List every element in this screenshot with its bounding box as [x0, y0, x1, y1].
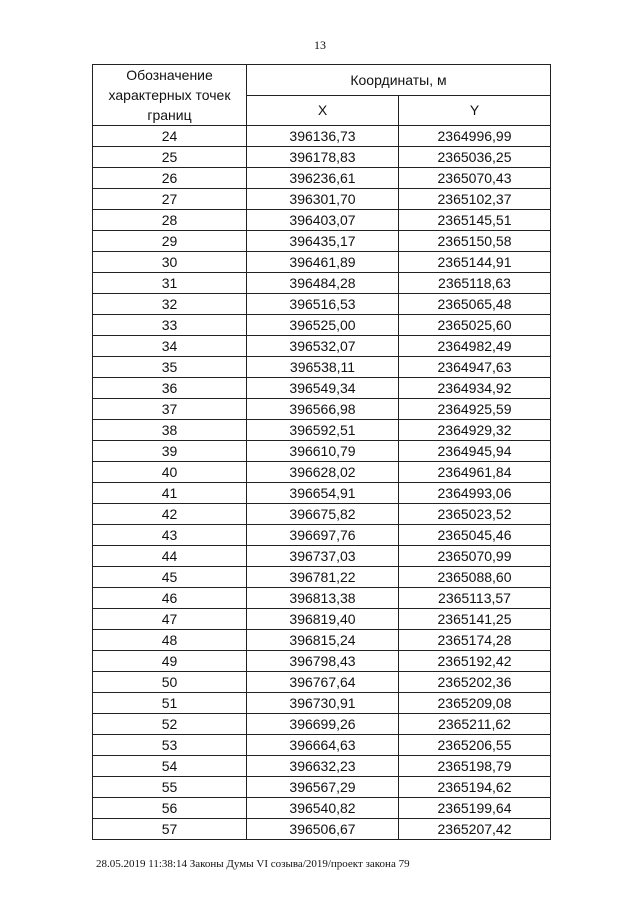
x-coordinate-cell: 396540,82	[247, 798, 399, 819]
y-coordinate-cell: 2365065,48	[399, 294, 551, 315]
footer-stamp: 28.05.2019 11:38:14 Законы Думы VI созыва/2019/проект закона 79	[96, 858, 410, 870]
point-number-cell: 43	[93, 525, 247, 546]
x-coordinate-cell: 396566,98	[247, 399, 399, 420]
y-coordinate-cell: 2365023,52	[399, 504, 551, 525]
point-number-cell: 57	[93, 819, 247, 840]
x-coordinate-cell: 396767,64	[247, 672, 399, 693]
table-body	[93, 126, 551, 840]
x-coordinate-cell: 396697,76	[247, 525, 399, 546]
table-row	[93, 252, 551, 273]
header-y: Y	[399, 95, 551, 126]
x-coordinate-cell: 396435,17	[247, 231, 399, 252]
point-number-cell: 30	[93, 252, 247, 273]
table-row	[93, 588, 551, 609]
x-coordinate-cell: 396798,43	[247, 651, 399, 672]
x-coordinate-cell: 396236,61	[247, 168, 399, 189]
y-coordinate-cell: 2365206,55	[399, 735, 551, 756]
x-coordinate-cell: 396664,63	[247, 735, 399, 756]
page-number: 13	[314, 38, 326, 52]
x-coordinate-cell: 396484,28	[247, 273, 399, 294]
table-row	[93, 735, 551, 756]
x-coordinate-cell: 396737,03	[247, 546, 399, 567]
y-coordinate-cell: 2365141,25	[399, 609, 551, 630]
point-number-cell: 39	[93, 441, 247, 462]
x-coordinate-cell: 396781,22	[247, 567, 399, 588]
table-row	[93, 567, 551, 588]
point-number-cell: 28	[93, 210, 247, 231]
x-coordinate-cell: 396628,02	[247, 462, 399, 483]
y-coordinate-cell: 2365118,63	[399, 273, 551, 294]
point-number-cell: 48	[93, 630, 247, 651]
x-coordinate-cell: 396654,91	[247, 483, 399, 504]
point-number-cell: 54	[93, 756, 247, 777]
point-number-cell: 55	[93, 777, 247, 798]
point-number-cell: 53	[93, 735, 247, 756]
y-coordinate-cell: 2365209,08	[399, 693, 551, 714]
y-coordinate-cell: 2365150,58	[399, 231, 551, 252]
header-x: X	[247, 95, 399, 126]
y-coordinate-cell: 2365211,62	[399, 714, 551, 735]
point-number-cell: 42	[93, 504, 247, 525]
point-number-cell: 24	[93, 126, 247, 147]
table-row	[93, 525, 551, 546]
table-row	[93, 630, 551, 651]
table-row	[93, 420, 551, 441]
point-number-cell: 36	[93, 378, 247, 399]
point-number-cell: 46	[93, 588, 247, 609]
point-number-cell: 35	[93, 357, 247, 378]
point-number-cell: 50	[93, 672, 247, 693]
y-coordinate-cell: 2365113,57	[399, 588, 551, 609]
table-row	[93, 399, 551, 420]
y-coordinate-cell: 2364993,06	[399, 483, 551, 504]
table-row	[93, 294, 551, 315]
point-number-cell: 51	[93, 693, 247, 714]
table-row	[93, 798, 551, 819]
x-coordinate-cell: 396403,07	[247, 210, 399, 231]
table-row	[93, 756, 551, 777]
table-row	[93, 546, 551, 567]
y-coordinate-cell: 2365192,42	[399, 651, 551, 672]
y-coordinate-cell: 2365070,43	[399, 168, 551, 189]
table-row	[93, 462, 551, 483]
point-number-cell: 40	[93, 462, 247, 483]
y-coordinate-cell: 2365145,51	[399, 210, 551, 231]
table-row	[93, 273, 551, 294]
table-row	[93, 651, 551, 672]
y-coordinate-cell: 2365070,99	[399, 546, 551, 567]
y-coordinate-cell: 2365025,60	[399, 315, 551, 336]
table-row	[93, 378, 551, 399]
x-coordinate-cell: 396549,34	[247, 378, 399, 399]
point-number-cell: 56	[93, 798, 247, 819]
header-coordinates: Координаты, м	[247, 65, 551, 96]
y-coordinate-cell: 2364945,94	[399, 441, 551, 462]
y-coordinate-cell: 2365198,79	[399, 756, 551, 777]
y-coordinate-cell: 2364982,49	[399, 336, 551, 357]
x-coordinate-cell: 396506,67	[247, 819, 399, 840]
point-number-cell: 31	[93, 273, 247, 294]
x-coordinate-cell: 396516,53	[247, 294, 399, 315]
x-coordinate-cell: 396525,00	[247, 315, 399, 336]
table-row	[93, 168, 551, 189]
table-row	[93, 126, 551, 147]
y-coordinate-cell: 2365199,64	[399, 798, 551, 819]
point-number-cell: 37	[93, 399, 247, 420]
y-coordinate-cell: 2364961,84	[399, 462, 551, 483]
point-number-cell: 44	[93, 546, 247, 567]
y-coordinate-cell: 2365174,28	[399, 630, 551, 651]
coordinates-table	[92, 64, 551, 840]
x-coordinate-cell: 396610,79	[247, 441, 399, 462]
x-coordinate-cell: 396567,29	[247, 777, 399, 798]
y-coordinate-cell: 2364929,32	[399, 420, 551, 441]
x-coordinate-cell: 396632,23	[247, 756, 399, 777]
y-coordinate-cell: 2365144,91	[399, 252, 551, 273]
table-row	[93, 504, 551, 525]
table-row	[93, 483, 551, 504]
x-coordinate-cell: 396819,40	[247, 609, 399, 630]
y-coordinate-cell: 2365045,46	[399, 525, 551, 546]
header-point-designation: Обозначение характерных точек границ	[93, 65, 247, 126]
point-number-cell: 25	[93, 147, 247, 168]
table-row	[93, 336, 551, 357]
point-number-cell: 49	[93, 651, 247, 672]
y-coordinate-cell: 2365036,25	[399, 147, 551, 168]
x-coordinate-cell: 396538,11	[247, 357, 399, 378]
x-coordinate-cell: 396699,26	[247, 714, 399, 735]
table-header	[93, 65, 551, 126]
x-coordinate-cell: 396813,38	[247, 588, 399, 609]
point-number-cell: 45	[93, 567, 247, 588]
point-number-cell: 26	[93, 168, 247, 189]
point-number-cell: 34	[93, 336, 247, 357]
point-number-cell: 52	[93, 714, 247, 735]
point-number-cell: 32	[93, 294, 247, 315]
table-row	[93, 777, 551, 798]
y-coordinate-cell: 2364947,63	[399, 357, 551, 378]
y-coordinate-cell: 2365202,36	[399, 672, 551, 693]
point-number-cell: 38	[93, 420, 247, 441]
y-coordinate-cell: 2365088,60	[399, 567, 551, 588]
x-coordinate-cell: 396461,89	[247, 252, 399, 273]
table-row	[93, 819, 551, 840]
point-number-cell: 29	[93, 231, 247, 252]
x-coordinate-cell: 396815,24	[247, 630, 399, 651]
x-coordinate-cell: 396675,82	[247, 504, 399, 525]
x-coordinate-cell: 396301,70	[247, 189, 399, 210]
x-coordinate-cell: 396532,07	[247, 336, 399, 357]
table-row	[93, 693, 551, 714]
table-row	[93, 189, 551, 210]
point-number-cell: 33	[93, 315, 247, 336]
table-row	[93, 609, 551, 630]
table-row	[93, 147, 551, 168]
x-coordinate-cell: 396178,83	[247, 147, 399, 168]
table-row	[93, 315, 551, 336]
point-number-cell: 27	[93, 189, 247, 210]
y-coordinate-cell: 2364934,92	[399, 378, 551, 399]
table-row	[93, 441, 551, 462]
table-row	[93, 672, 551, 693]
point-number-cell: 47	[93, 609, 247, 630]
x-coordinate-cell: 396592,51	[247, 420, 399, 441]
y-coordinate-cell: 2365102,37	[399, 189, 551, 210]
x-coordinate-cell: 396136,73	[247, 126, 399, 147]
table-row	[93, 231, 551, 252]
y-coordinate-cell: 2365194,62	[399, 777, 551, 798]
table-row	[93, 714, 551, 735]
table-row	[93, 210, 551, 231]
x-coordinate-cell: 396730,91	[247, 693, 399, 714]
table-row	[93, 357, 551, 378]
y-coordinate-cell: 2365207,42	[399, 819, 551, 840]
y-coordinate-cell: 2364996,99	[399, 126, 551, 147]
point-number-cell: 41	[93, 483, 247, 504]
y-coordinate-cell: 2364925,59	[399, 399, 551, 420]
